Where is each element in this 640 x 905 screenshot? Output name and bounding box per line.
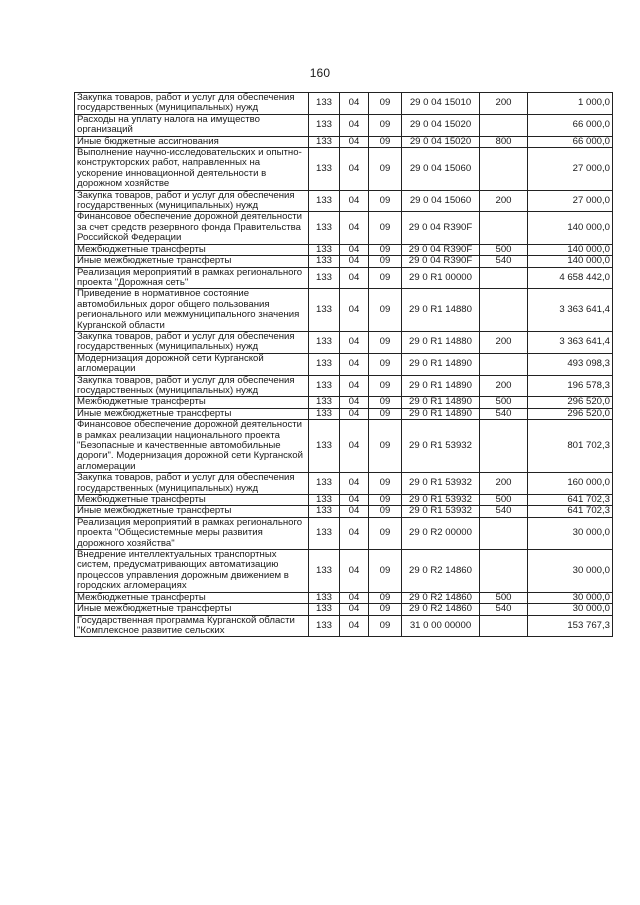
target-article-cell: 29 0 R1 14880 [402, 331, 480, 353]
amount-cell: 30 000,0 [528, 550, 613, 593]
target-article-cell: 29 0 R1 14890 [402, 408, 480, 419]
grbs-code-cell: 133 [309, 212, 340, 244]
section-code-cell: 04 [340, 114, 369, 136]
amount-cell: 140 000,0 [528, 212, 613, 244]
expense-name-cell: Межбюджетные трансферты [75, 244, 309, 255]
expense-type-cell: 540 [480, 408, 528, 419]
section-code-cell: 04 [340, 397, 369, 408]
table-row [75, 289, 613, 332]
page-number: 160 [309, 66, 331, 80]
target-article-cell: 29 0 R1 53932 [402, 495, 480, 506]
section-code-cell: 04 [340, 148, 369, 191]
table-row [75, 212, 613, 244]
expense-type-cell [480, 148, 528, 191]
target-article-cell: 29 0 R1 00000 [402, 267, 480, 289]
amount-cell: 30 000,0 [528, 592, 613, 603]
target-article-cell: 29 0 04 15060 [402, 148, 480, 191]
grbs-code-cell: 133 [309, 136, 340, 147]
expense-type-cell: 200 [480, 190, 528, 212]
expense-type-cell: 500 [480, 244, 528, 255]
grbs-code-cell: 133 [309, 256, 340, 267]
grbs-code-cell: 133 [309, 604, 340, 615]
expense-name-cell: Финансовое обеспечение дорожной деятельности в рамках реализации национального проекта "Безопасные и качественные автомобильные дороги". Модернизация дорожной сети Курганской агломерации [75, 420, 309, 473]
grbs-code-cell: 133 [309, 420, 340, 473]
subsection-code-cell: 09 [369, 495, 402, 506]
grbs-code-cell: 133 [309, 408, 340, 419]
expense-type-cell [480, 517, 528, 549]
expense-type-cell [480, 420, 528, 473]
target-article-cell: 29 0 R1 53932 [402, 473, 480, 495]
expense-type-cell [480, 550, 528, 593]
target-article-cell: 29 0 R2 14860 [402, 592, 480, 603]
expense-name-cell: Закупка товаров, работ и услуг для обеспечения государственных (муниципальных) нужд [75, 473, 309, 495]
amount-cell: 801 702,3 [528, 420, 613, 473]
table-row [75, 190, 613, 212]
amount-cell: 30 000,0 [528, 604, 613, 615]
table-row [75, 331, 613, 353]
subsection-code-cell: 09 [369, 604, 402, 615]
grbs-code-cell: 133 [309, 353, 340, 375]
target-article-cell: 29 0 R1 14890 [402, 353, 480, 375]
subsection-code-cell: 09 [369, 331, 402, 353]
target-article-cell: 29 0 R2 14860 [402, 550, 480, 593]
expense-type-cell [480, 289, 528, 332]
subsection-code-cell: 09 [369, 148, 402, 191]
budget-table-body [75, 93, 613, 637]
amount-cell: 493 098,3 [528, 353, 613, 375]
expense-name-cell: Закупка товаров, работ и услуг для обеспечения государственных (муниципальных) нужд [75, 190, 309, 212]
expense-name-cell: Закупка товаров, работ и услуг для обеспечения государственных (муниципальных) нужд [75, 375, 309, 397]
section-code-cell: 04 [340, 353, 369, 375]
subsection-code-cell: 09 [369, 114, 402, 136]
expense-type-cell: 200 [480, 473, 528, 495]
grbs-code-cell: 133 [309, 93, 340, 115]
section-code-cell: 04 [340, 592, 369, 603]
expense-name-cell: Иные межбюджетные трансферты [75, 506, 309, 517]
expense-name-cell: Приведение в нормативное состояние автомобильных дорог общего пользования регионального или межмуниципального значения Курганской области [75, 289, 309, 332]
grbs-code-cell: 133 [309, 114, 340, 136]
table-row [75, 244, 613, 255]
expense-type-cell: 500 [480, 495, 528, 506]
expense-name-cell: Внедрение интеллектуальных транспортных систем, предусматривающих автоматизацию процессов управления дорожным движением в городских агломерациях [75, 550, 309, 593]
expense-type-cell: 500 [480, 397, 528, 408]
table-row [75, 550, 613, 593]
amount-cell: 296 520,0 [528, 397, 613, 408]
expense-type-cell: 200 [480, 331, 528, 353]
subsection-code-cell: 09 [369, 506, 402, 517]
target-article-cell: 29 0 04 15020 [402, 114, 480, 136]
section-code-cell: 04 [340, 604, 369, 615]
table-row [75, 136, 613, 147]
table-row [75, 148, 613, 191]
grbs-code-cell: 133 [309, 506, 340, 517]
grbs-code-cell: 133 [309, 244, 340, 255]
amount-cell: 641 702,3 [528, 495, 613, 506]
amount-cell: 1 000,0 [528, 93, 613, 115]
subsection-code-cell: 09 [369, 408, 402, 419]
expense-type-cell [480, 212, 528, 244]
subsection-code-cell: 09 [369, 353, 402, 375]
target-article-cell: 29 0 R1 14890 [402, 375, 480, 397]
table-row [75, 256, 613, 267]
expense-name-cell: Расходы на уплату налога на имущество организаций [75, 114, 309, 136]
section-code-cell: 04 [340, 517, 369, 549]
table-row [75, 615, 613, 637]
grbs-code-cell: 133 [309, 495, 340, 506]
amount-cell: 3 363 641,4 [528, 289, 613, 332]
target-article-cell: 29 0 R2 00000 [402, 517, 480, 549]
subsection-code-cell: 09 [369, 550, 402, 593]
grbs-code-cell: 133 [309, 148, 340, 191]
amount-cell: 66 000,0 [528, 136, 613, 147]
expense-name-cell: Закупка товаров, работ и услуг для обеспечения государственных (муниципальных) нужд [75, 331, 309, 353]
table-row [75, 408, 613, 419]
subsection-code-cell: 09 [369, 190, 402, 212]
table-row [75, 517, 613, 549]
expense-name-cell: Государственная программа Курганской области "Комплексное развитие сельских [75, 615, 309, 637]
table-row [75, 495, 613, 506]
target-article-cell: 29 0 R1 53932 [402, 420, 480, 473]
grbs-code-cell: 133 [309, 592, 340, 603]
section-code-cell: 04 [340, 267, 369, 289]
target-article-cell: 29 0 04 R390F [402, 212, 480, 244]
target-article-cell: 29 0 04 15020 [402, 136, 480, 147]
section-code-cell: 04 [340, 256, 369, 267]
target-article-cell: 29 0 R1 14880 [402, 289, 480, 332]
amount-cell: 641 702,3 [528, 506, 613, 517]
expense-type-cell: 200 [480, 93, 528, 115]
subsection-code-cell: 09 [369, 615, 402, 637]
expense-type-cell [480, 114, 528, 136]
target-article-cell: 29 0 04 15060 [402, 190, 480, 212]
subsection-code-cell: 09 [369, 244, 402, 255]
section-code-cell: 04 [340, 495, 369, 506]
section-code-cell: 04 [340, 550, 369, 593]
subsection-code-cell: 09 [369, 267, 402, 289]
section-code-cell: 04 [340, 408, 369, 419]
expense-name-cell: Финансовое обеспечение дорожной деятельности за счет средств резервного фонда Правительства Российской Федерации [75, 212, 309, 244]
section-code-cell: 04 [340, 375, 369, 397]
amount-cell: 3 363 641,4 [528, 331, 613, 353]
amount-cell: 30 000,0 [528, 517, 613, 549]
expense-name-cell: Межбюджетные трансферты [75, 495, 309, 506]
target-article-cell: 31 0 00 00000 [402, 615, 480, 637]
section-code-cell: 04 [340, 136, 369, 147]
table-row [75, 473, 613, 495]
section-code-cell: 04 [340, 506, 369, 517]
amount-cell: 140 000,0 [528, 256, 613, 267]
target-article-cell: 29 0 04 15010 [402, 93, 480, 115]
expense-type-cell: 500 [480, 592, 528, 603]
table-row [75, 420, 613, 473]
expense-name-cell: Закупка товаров, работ и услуг для обеспечения государственных (муниципальных) нужд [75, 93, 309, 115]
section-code-cell: 04 [340, 473, 369, 495]
subsection-code-cell: 09 [369, 289, 402, 332]
section-code-cell: 04 [340, 289, 369, 332]
amount-cell: 160 000,0 [528, 473, 613, 495]
amount-cell: 27 000,0 [528, 190, 613, 212]
grbs-code-cell: 133 [309, 517, 340, 549]
expense-name-cell: Межбюджетные трансферты [75, 592, 309, 603]
expense-name-cell: Иные бюджетные ассигнования [75, 136, 309, 147]
subsection-code-cell: 09 [369, 136, 402, 147]
expense-name-cell: Иные межбюджетные трансферты [75, 604, 309, 615]
expense-name-cell: Модернизация дорожной сети Курганской агломерации [75, 353, 309, 375]
table-row [75, 267, 613, 289]
grbs-code-cell: 133 [309, 267, 340, 289]
subsection-code-cell: 09 [369, 93, 402, 115]
table-row [75, 506, 613, 517]
subsection-code-cell: 09 [369, 397, 402, 408]
subsection-code-cell: 09 [369, 592, 402, 603]
amount-cell: 153 767,3 [528, 615, 613, 637]
expense-name-cell: Выполнение научно-исследовательских и опытно-конструкторских работ, направленных на ускорение инновационной деятельности в дорожном хозяйстве [75, 148, 309, 191]
section-code-cell: 04 [340, 93, 369, 115]
expense-type-cell [480, 615, 528, 637]
table-row [75, 397, 613, 408]
target-article-cell: 29 0 R1 14890 [402, 397, 480, 408]
grbs-code-cell: 133 [309, 190, 340, 212]
subsection-code-cell: 09 [369, 473, 402, 495]
table-row [75, 93, 613, 115]
table-row [75, 604, 613, 615]
grbs-code-cell: 133 [309, 375, 340, 397]
expense-name-cell: Реализация мероприятий в рамках регионального проекта "Общесистемные меры развития дорожного хозяйства" [75, 517, 309, 549]
expense-type-cell: 540 [480, 604, 528, 615]
table-row [75, 114, 613, 136]
expense-name-cell: Реализация мероприятий в рамках регионального проекта "Дорожная сеть" [75, 267, 309, 289]
expense-type-cell: 540 [480, 506, 528, 517]
expense-name-cell: Иные межбюджетные трансферты [75, 256, 309, 267]
table-row [75, 592, 613, 603]
section-code-cell: 04 [340, 244, 369, 255]
target-article-cell: 29 0 04 R390F [402, 244, 480, 255]
expense-type-cell [480, 353, 528, 375]
budget-table [74, 92, 613, 637]
amount-cell: 296 520,0 [528, 408, 613, 419]
grbs-code-cell: 133 [309, 331, 340, 353]
subsection-code-cell: 09 [369, 212, 402, 244]
subsection-code-cell: 09 [369, 420, 402, 473]
expense-name-cell: Межбюджетные трансферты [75, 397, 309, 408]
section-code-cell: 04 [340, 615, 369, 637]
expense-type-cell: 540 [480, 256, 528, 267]
section-code-cell: 04 [340, 420, 369, 473]
subsection-code-cell: 09 [369, 517, 402, 549]
grbs-code-cell: 133 [309, 615, 340, 637]
section-code-cell: 04 [340, 190, 369, 212]
target-article-cell: 29 0 R2 14860 [402, 604, 480, 615]
grbs-code-cell: 133 [309, 397, 340, 408]
grbs-code-cell: 133 [309, 473, 340, 495]
expense-type-cell [480, 267, 528, 289]
target-article-cell: 29 0 04 R390F [402, 256, 480, 267]
grbs-code-cell: 133 [309, 550, 340, 593]
table-row [75, 375, 613, 397]
subsection-code-cell: 09 [369, 256, 402, 267]
section-code-cell: 04 [340, 331, 369, 353]
amount-cell: 66 000,0 [528, 114, 613, 136]
target-article-cell: 29 0 R1 53932 [402, 506, 480, 517]
amount-cell: 4 658 442,0 [528, 267, 613, 289]
amount-cell: 196 578,3 [528, 375, 613, 397]
subsection-code-cell: 09 [369, 375, 402, 397]
expense-type-cell: 800 [480, 136, 528, 147]
section-code-cell: 04 [340, 212, 369, 244]
amount-cell: 27 000,0 [528, 148, 613, 191]
amount-cell: 140 000,0 [528, 244, 613, 255]
expense-type-cell: 200 [480, 375, 528, 397]
grbs-code-cell: 133 [309, 289, 340, 332]
expense-name-cell: Иные межбюджетные трансферты [75, 408, 309, 419]
table-row [75, 353, 613, 375]
